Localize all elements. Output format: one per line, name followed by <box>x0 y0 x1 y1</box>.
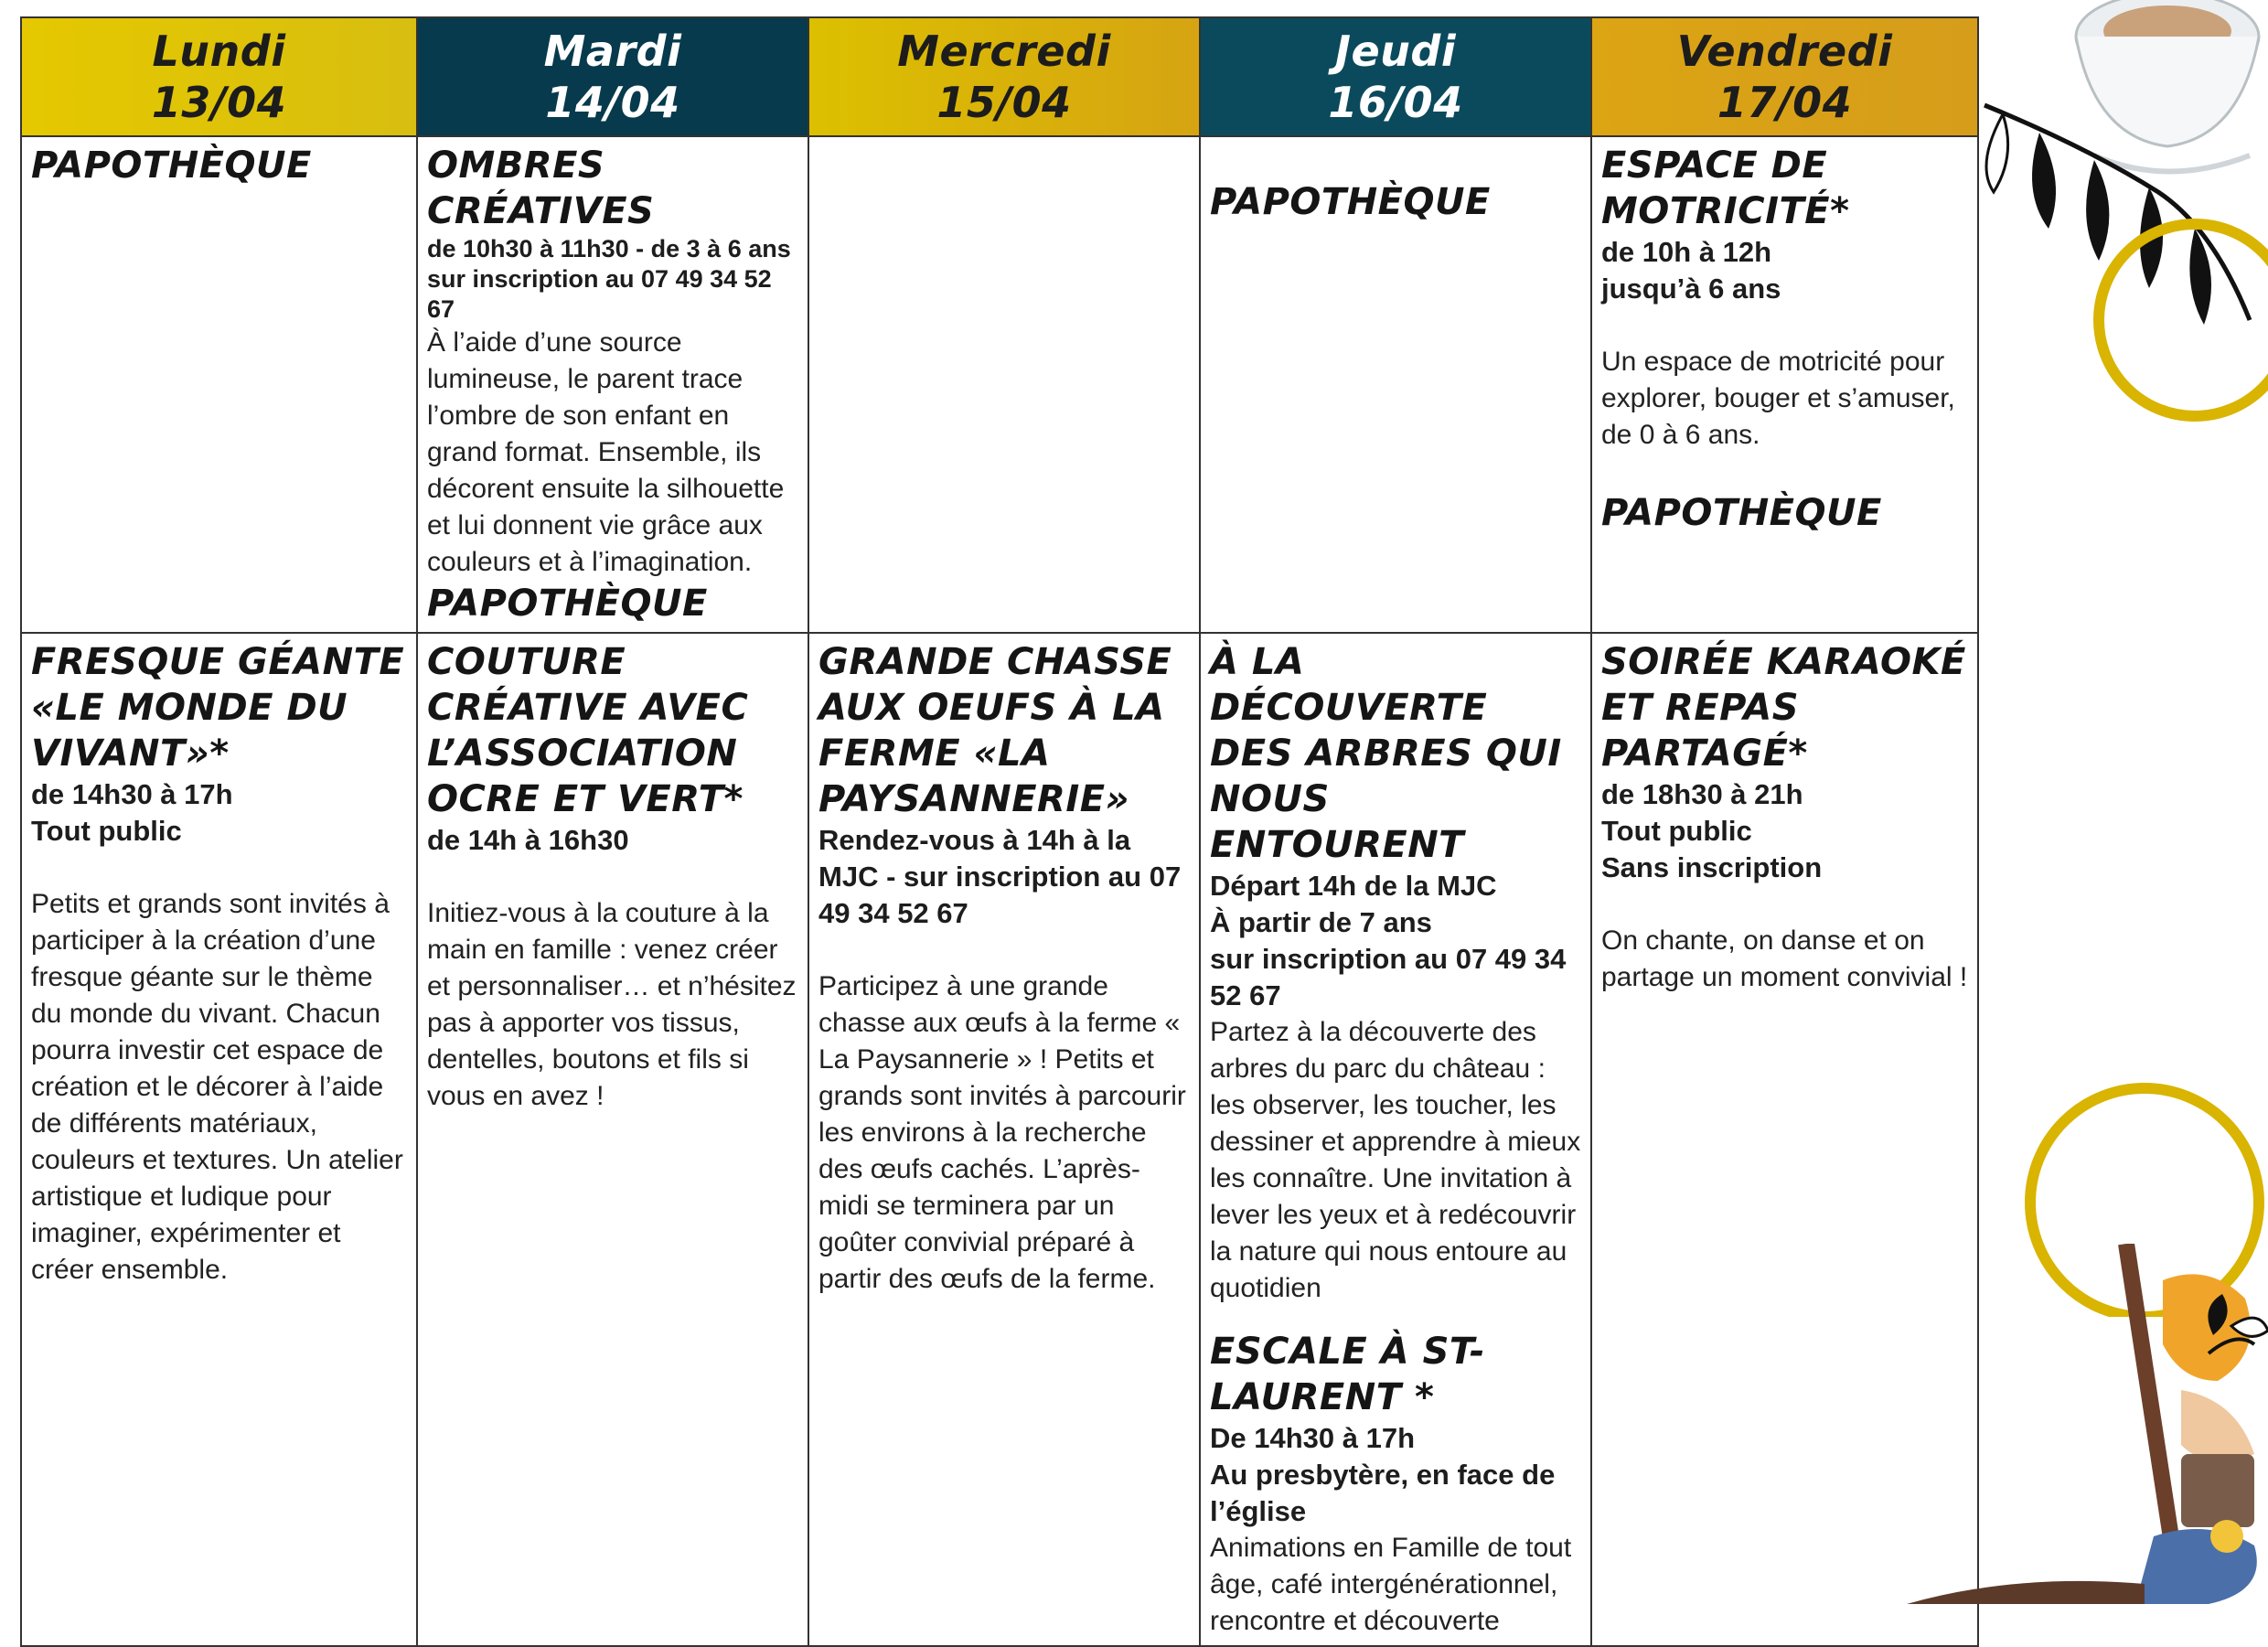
event-description: Participez à une grande chasse aux œufs à la ferme « La Paysannerie » ! Petits et grands sont invités à parcourir les environs à la recherche des œufs cachés. L’après-midi se terminera par un goûter convivial préparé à partir des œufs de la ferme. <box>818 971 1186 1294</box>
event-title: GRANDE CHASSE AUX OEUFS À LA FERME «LA PAYSANNERIE» <box>818 641 1172 820</box>
event-audience: Tout public <box>31 815 182 847</box>
day-header-jeudi <box>1200 17 1591 136</box>
day-date: 13/04 <box>151 78 287 127</box>
day-header-row <box>21 17 1978 136</box>
event-title: PAPOTHÈQUE <box>1210 181 1491 223</box>
day-name: Mercredi <box>897 27 1111 76</box>
gold-ring-top-icon <box>2071 210 2268 430</box>
cell-mercredi-morning <box>808 136 1200 633</box>
day-date: 15/04 <box>936 78 1072 127</box>
event-title: ESCALE À ST-LAURENT * <box>1210 1331 1485 1418</box>
cell-jeudi-afternoon <box>1200 633 1591 1646</box>
day-name: Vendredi <box>1676 27 1893 76</box>
event-audience: Tout public <box>1601 815 1752 847</box>
event-meeting-point: Rendez-vous à 14h à la MJC - sur inscription au 07 49 34 52 67 <box>818 824 1182 929</box>
cell-mardi-afternoon <box>417 633 808 1646</box>
event-registration: sur inscription au 07 49 34 52 67 <box>427 265 772 323</box>
day-date: 14/04 <box>545 78 680 127</box>
event-time: de 10h à 12h <box>1601 236 1772 268</box>
event-registration: Sans inscription <box>1601 851 1823 883</box>
event-description: Un espace de motricité pour explorer, bouger et s’amuser, de 0 à 6 ans. <box>1601 347 1955 450</box>
day-header-mercredi <box>808 17 1200 136</box>
event-registration: sur inscription au 07 49 34 52 67 <box>1210 943 1567 1011</box>
event-time: de 14h à 16h30 <box>427 824 629 856</box>
event-title: PAPOTHÈQUE <box>1601 492 1882 534</box>
event-audience: À partir de 7 ans <box>1210 906 1432 938</box>
day-name: Lundi <box>152 27 286 76</box>
day-date: 17/04 <box>1717 78 1853 127</box>
event-description: Petits et grands sont invités à participer à la création d’une fresque géante sur le thème du monde du vivant. Chacun pourra investir cet espace de création et le décorer à l’aide de différents matériaux, couleurs et textures. Un atelier artistique et ludique pour imaginer, expérimenter et créer ensemble. <box>31 889 403 1285</box>
event-title: FRESQUE GÉANTE «LE MONDE DU VIVANT»* <box>31 641 405 775</box>
event-title: SOIRÉE KARAOKÉ ET REPAS PARTAGÉ* <box>1601 641 1966 775</box>
cell-vendredi-morning <box>1591 136 1978 633</box>
cell-lundi-afternoon <box>21 633 417 1646</box>
day-header-mardi <box>417 17 808 136</box>
weekly-schedule-table <box>20 16 1979 1647</box>
event-title: COUTURE CRÉATIVE AVEC L’ASSOCIATION OCRE ET VERT* <box>427 641 749 820</box>
event-time: de 10h30 à 11h30 - de 3 à 6 ans <box>427 235 791 262</box>
event-audience: jusqu’à 6 ans <box>1601 273 1781 305</box>
day-header-lundi <box>21 17 417 136</box>
event-time: de 14h30 à 17h <box>31 778 233 810</box>
event-time: De 14h30 à 17h <box>1210 1422 1416 1454</box>
event-time: de 18h30 à 21h <box>1601 778 1803 810</box>
cell-mardi-morning <box>417 136 808 633</box>
event-description: Partez à la découverte des arbres du parc du château : les observer, les toucher, les dessiner et apprendre à mieux les connaître. Une invitation à lever les yeux et à redécouvrir la nature qui nous entoure au quotidien <box>1210 1017 1581 1303</box>
day-date: 16/04 <box>1328 78 1463 127</box>
event-description: Animations en Famille de tout âge, café intergénérationnel, rencontre et découverte <box>1210 1533 1572 1636</box>
morning-row <box>21 136 1978 633</box>
event-title: OMBRES CRÉATIVES <box>427 144 655 232</box>
event-title: PAPOTHÈQUE <box>427 583 708 625</box>
event-departure: Départ 14h de la MJC <box>1210 870 1497 902</box>
day-header-vendredi <box>1591 17 1978 136</box>
event-title: ESPACE DE MOTRICITÉ* <box>1601 144 1850 232</box>
afternoon-row <box>21 633 1978 1646</box>
cell-lundi-morning <box>21 136 417 633</box>
event-title: PAPOTHÈQUE <box>31 144 312 187</box>
cell-mercredi-afternoon <box>808 633 1200 1646</box>
cell-jeudi-morning <box>1200 136 1591 633</box>
event-description: On chante, on danse et on partage un moment convivial ! <box>1601 925 1968 992</box>
event-location: Au presbytère, en face de l’église <box>1210 1459 1556 1527</box>
event-title: À LA DÉCOUVERTE DES ARBRES QUI NOUS ENTOURENT <box>1210 641 1562 866</box>
event-description: À l’aide d’une source lumineuse, le parent trace l’ombre de son enfant en grand format. Ensemble, ils décorent ensuite la silhouette et lui donnent vie grâce aux couleurs et à l’imagination. <box>427 327 785 577</box>
day-name: Jeudi <box>1334 27 1457 76</box>
day-name: Mardi <box>543 27 682 76</box>
event-description: Initiez-vous à la couture à la main en famille : venez créer et personnaliser… et n’hésitez pas à apporter vos tissus, dentelles, boutons et fils si vous en avez ! <box>427 898 797 1111</box>
family-illustration <box>1907 1244 2268 1604</box>
